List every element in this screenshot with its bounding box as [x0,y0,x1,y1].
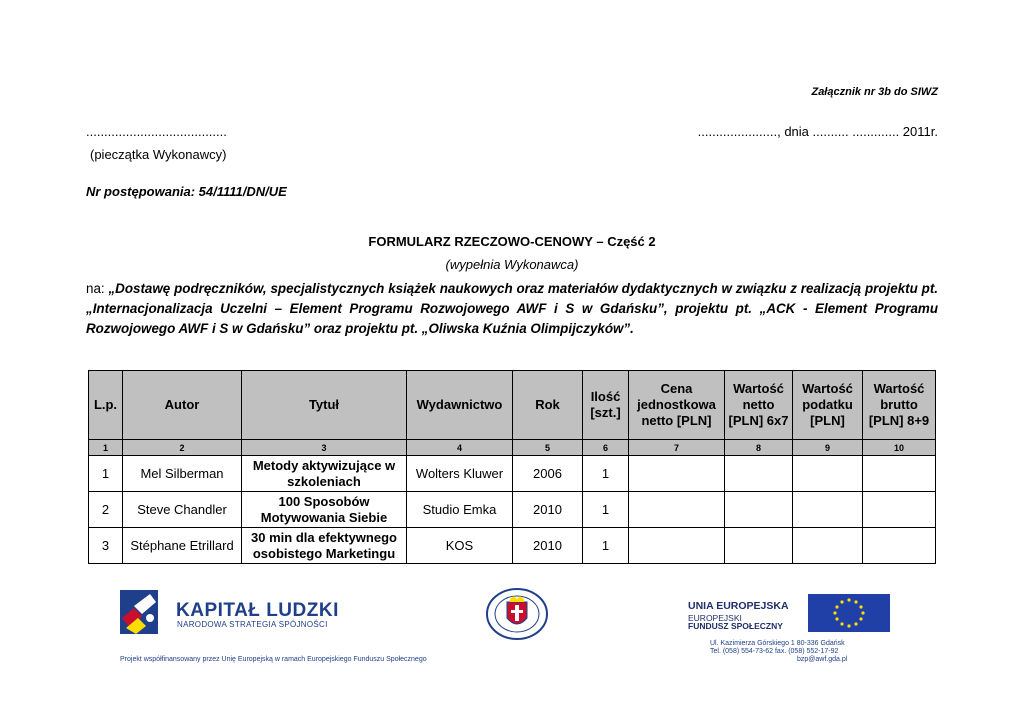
row-publisher: Studio Emka [407,492,513,528]
row-title: 30 min dla efektywnego osobistego Marketingu [242,528,407,564]
eu-line-1: UNIA EUROPEJSKA [688,600,789,612]
header-gross-value: Wartość brutto [PLN] 8+9 [863,371,936,440]
row-author: Steve Chandler [123,492,242,528]
price-table [88,370,936,564]
row-lp: 1 [89,456,123,492]
header-year: Rok [513,371,583,440]
table-header-row [89,371,936,440]
gross-value-cell[interactable] [863,456,936,492]
unit-price-cell[interactable] [629,456,725,492]
place-date-line: ......................, dnia .......... ............. 2011r. [697,124,938,139]
stamp-dots: ....................................... [86,124,227,139]
email-link[interactable]: bzp@awf.gda.pl [797,656,848,663]
form-description [86,279,938,339]
column-number: 7 [629,440,725,456]
gross-value-cell[interactable] [863,492,936,528]
column-number: 2 [123,440,242,456]
procedure-number: Nr postępowania: 54/1111/DN/UE [86,184,287,199]
description-text: „Dostawę podręczników, specjalistycznych książek naukowych oraz materiałów dydaktycznych w związku z realizacją projektu pt. „Internacjonalizacja Uczelni – Element Programu Rozwojowego AWF i S w Gdańsku”, projektu pt. „ACK - Element Programu Rozwojowego AWF i S w Gdańsku” oraz projektu pt. „Oliwska Kuźnia Olimpijczyków”. [86,281,938,336]
header-title: Tytuł [242,371,407,440]
row-year: 2010 [513,492,583,528]
column-number: 9 [793,440,863,456]
column-number: 8 [725,440,793,456]
row-author: Stéphane Etrillard [123,528,242,564]
row-author: Mel Silberman [123,456,242,492]
row-year: 2006 [513,456,583,492]
table-row [89,456,936,492]
header-author: Autor [123,371,242,440]
form-title: FORMULARZ RZECZOWO-CENOWY – Część 2 [368,234,656,249]
header-tax-value: Wartość podatku [PLN] [793,371,863,440]
awf-crest-icon [484,588,550,640]
cofinancing-note: Projekt współfinansowany przez Unię Europejską w ramach Europejskiego Funduszu Społecznego [120,656,427,663]
kapital-ludzki-title: KAPITAŁ LUDZKI [176,600,339,621]
attachment-label: Załącznik nr 3b do SIWZ [811,86,938,98]
kapital-ludzki-subtitle: NARODOWA STRATEGIA SPÓJNOŚCI [177,620,328,629]
stamp-label: (pieczątka Wykonawcy) [90,147,227,162]
row-quantity: 1 [583,456,629,492]
column-number: 1 [89,440,123,456]
column-number: 10 [863,440,936,456]
gross-value-cell[interactable] [863,528,936,564]
net-value-cell[interactable] [725,528,793,564]
row-publisher: KOS [407,528,513,564]
row-publisher: Wolters Kluwer [407,456,513,492]
unit-price-cell[interactable] [629,492,725,528]
eu-flag-icon [808,594,890,632]
address-line-2: Tel. (058) 554-73-62 fax. (058) 552-17-92 [710,648,839,655]
table-row [89,492,936,528]
header-net-value: Wartość netto [PLN] 6x7 [725,371,793,440]
header-quantity: Ilość [szt.] [583,371,629,440]
tax-value-cell[interactable] [793,528,863,564]
tax-value-cell[interactable] [793,492,863,528]
header-unit-price: Cena jednostkowa netto [PLN] [629,371,725,440]
row-title: Metody aktywizujące w szkoleniach [242,456,407,492]
column-number: 3 [242,440,407,456]
net-value-cell[interactable] [725,456,793,492]
net-value-cell[interactable] [725,492,793,528]
header-publisher: Wydawnictwo [407,371,513,440]
row-quantity: 1 [583,528,629,564]
form-subtitle: (wypełnia Wykonawca) [445,257,579,272]
address-line-1: Ul. Kazimierza Górskiego 1 80-336 Gdańsk [710,640,845,647]
table-row [89,528,936,564]
row-quantity: 1 [583,492,629,528]
row-year: 2010 [513,528,583,564]
description-prefix: na: [86,281,109,296]
column-number: 4 [407,440,513,456]
header-lp: L.p. [89,371,123,440]
unit-price-cell[interactable] [629,528,725,564]
eu-line-2: EUROPEJSKI [688,613,742,623]
column-number: 5 [513,440,583,456]
tax-value-cell[interactable] [793,456,863,492]
column-number-row [89,440,936,456]
eu-line-3: FUNDUSZ SPOŁECZNY [688,621,783,631]
column-number: 6 [583,440,629,456]
row-title: 100 Sposobów Motywowania Siebie [242,492,407,528]
row-lp: 2 [89,492,123,528]
row-lp: 3 [89,528,123,564]
